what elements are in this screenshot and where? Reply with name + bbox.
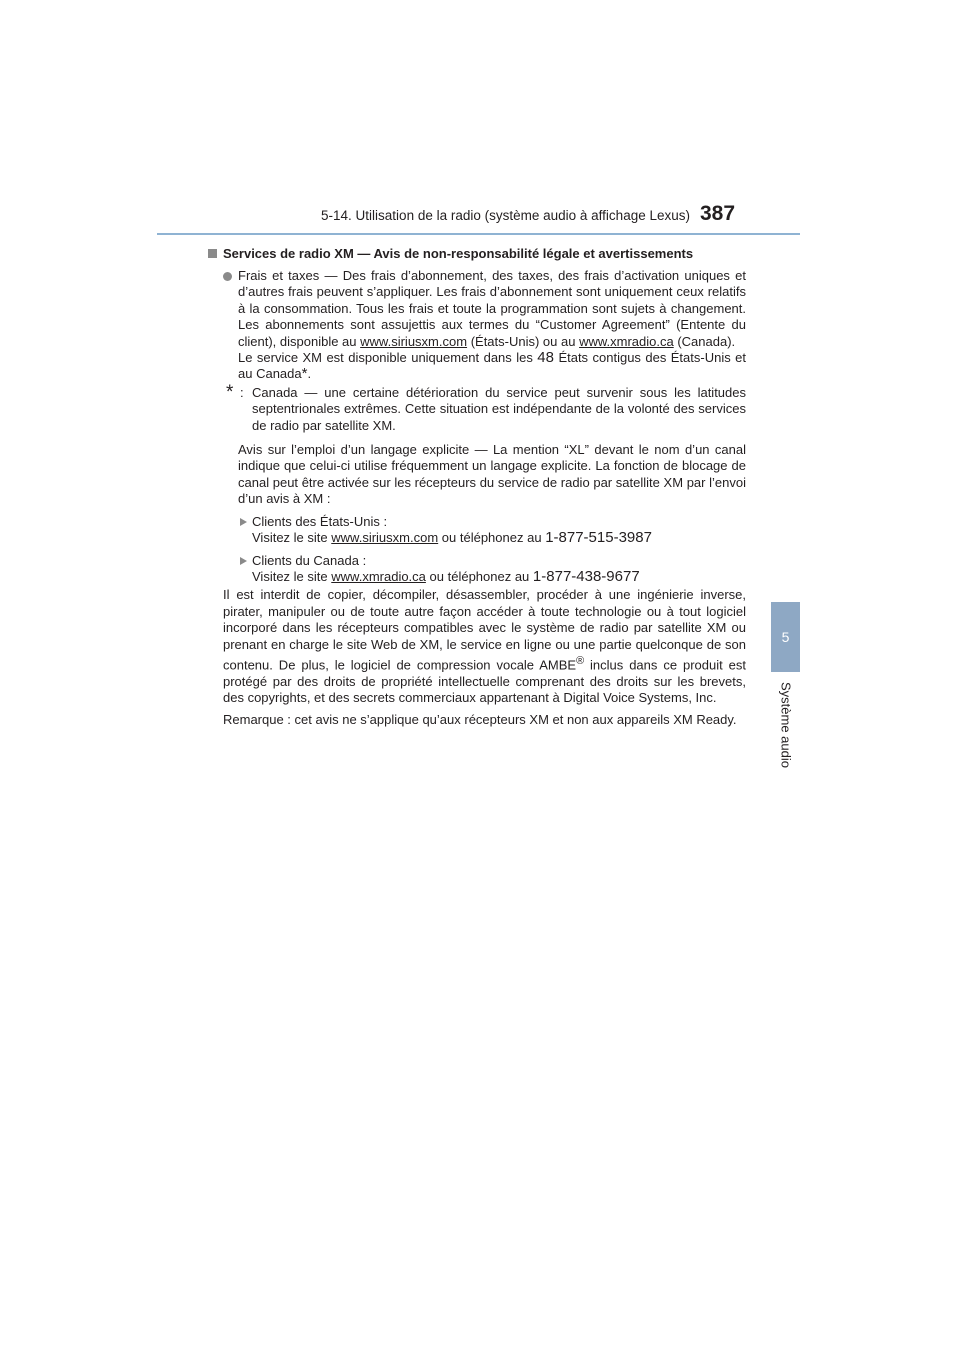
availability-paragraph: Le service XM est disponible uniquement dans les 48 États contigus des États-Unis et au Canada*. <box>238 349 746 383</box>
registered-mark: ® <box>576 654 585 667</box>
client-contact: Visitez le site www.xmradio.ca ou téléphonez au 1-877-438-9677 <box>252 567 640 585</box>
footnote-mark: * <box>226 381 234 403</box>
explicit-notice-paragraph: Avis sur l’emploi d’un langage explicite — La mention “XL” devant le nom d’un canal indique que celui-ci utilise fréquemment un langage explicite. La fonction de blocage de canal peut être activée sur les récepteurs du service de radio par satellite XM par l’envoi d’un avis à XM : <box>238 442 746 507</box>
triangle-bullet-icon <box>240 518 247 526</box>
footnote: * : Canada — une certaine détérioration du service peut survenir sous les latitudes septentrionales extrêmes. Cette situation est indépendante de la volonté des services de radio par satellite XM. <box>226 381 746 433</box>
chapter-label-container <box>761 680 811 770</box>
list-item <box>223 514 746 547</box>
phone-number: 1-877-438-9677 <box>532 567 640 585</box>
client-us-link[interactable]: www.siriusxm.com <box>331 530 439 546</box>
client-label: Clients des États-Unis : <box>252 513 388 529</box>
heading-text: Services de radio XM — Avis de non-responsabilité légale et avertissements <box>223 246 694 261</box>
client-label: Clients du Canada : <box>252 552 367 568</box>
footnote-text: Canada — une certaine détérioration du service peut survenir sous les latitudes septentrionales extrêmes. Cette situation est indépendante de la volonté des services de radio par satellite XM. <box>252 384 746 433</box>
chapter-label: Système audio <box>778 682 794 768</box>
triangle-bullet-icon <box>240 557 247 565</box>
fees-paragraph: Frais et taxes — Des frais d’abonnement, des taxes, des frais d’activation uniques et d’autres frais peuvent s’appliquer. Les frais d’abonnement sont uniquement ceux relatifs à la consommation. Tous les frais et toute la programmation sont sujets à changement. Les abonnements sont assujettis aux termes du “Customer Agreement” (Entente du client), disponible au www.siriusxm.com (États-Unis) ou au www.xmradio.ca (Canada). <box>223 268 746 350</box>
xmradio-link[interactable]: www.xmradio.ca <box>579 333 674 349</box>
client-contact: Visitez le site www.siriusxm.com ou téléphonez au 1-877-515-3987 <box>252 529 652 547</box>
section-title: 5-14. Utilisation de la radio (système audio à affichage Lexus) <box>321 208 690 223</box>
footnote-asterisk: * <box>301 365 308 383</box>
remark-paragraph: Remarque : cet avis ne s’applique qu’aux récepteurs XM et non aux appareils XM Ready. <box>223 712 737 728</box>
phone-number: 1-877-515-3987 <box>545 529 652 547</box>
square-bullet-icon <box>208 249 217 258</box>
siriusxm-link[interactable]: www.siriusxm.com <box>360 333 468 349</box>
page-number: 387 <box>700 202 736 225</box>
list-item <box>223 553 746 586</box>
main-content <box>223 245 746 729</box>
header-divider <box>157 233 800 235</box>
circle-bullet-icon <box>223 272 232 281</box>
section-heading <box>223 245 746 262</box>
chapter-tab: 5 <box>771 602 800 672</box>
legal-paragraph: Il est interdit de copier, décompiler, désassembler, procéder à une ingénierie inverse, pirater, manipuler ou de toute autre façon accéder à toute technologie ou à tout logiciel incorporé dans les récepteurs compatibles avec le système de radio par satellite XM ou prenant en charge le site Web de XM, le service en ligne ou une partie quelconque de son contenu. De plus, le logiciel de compression vocale AMBE® inclus dans ce produit est protégé par des droits de propriété intellectuelle comprenant des droits sur les brevets, des copyrights, et des secrets commerciaux appartenant à Digital Voice Systems, Inc. <box>223 587 746 706</box>
client-ca-link[interactable]: www.xmradio.ca <box>331 568 426 584</box>
